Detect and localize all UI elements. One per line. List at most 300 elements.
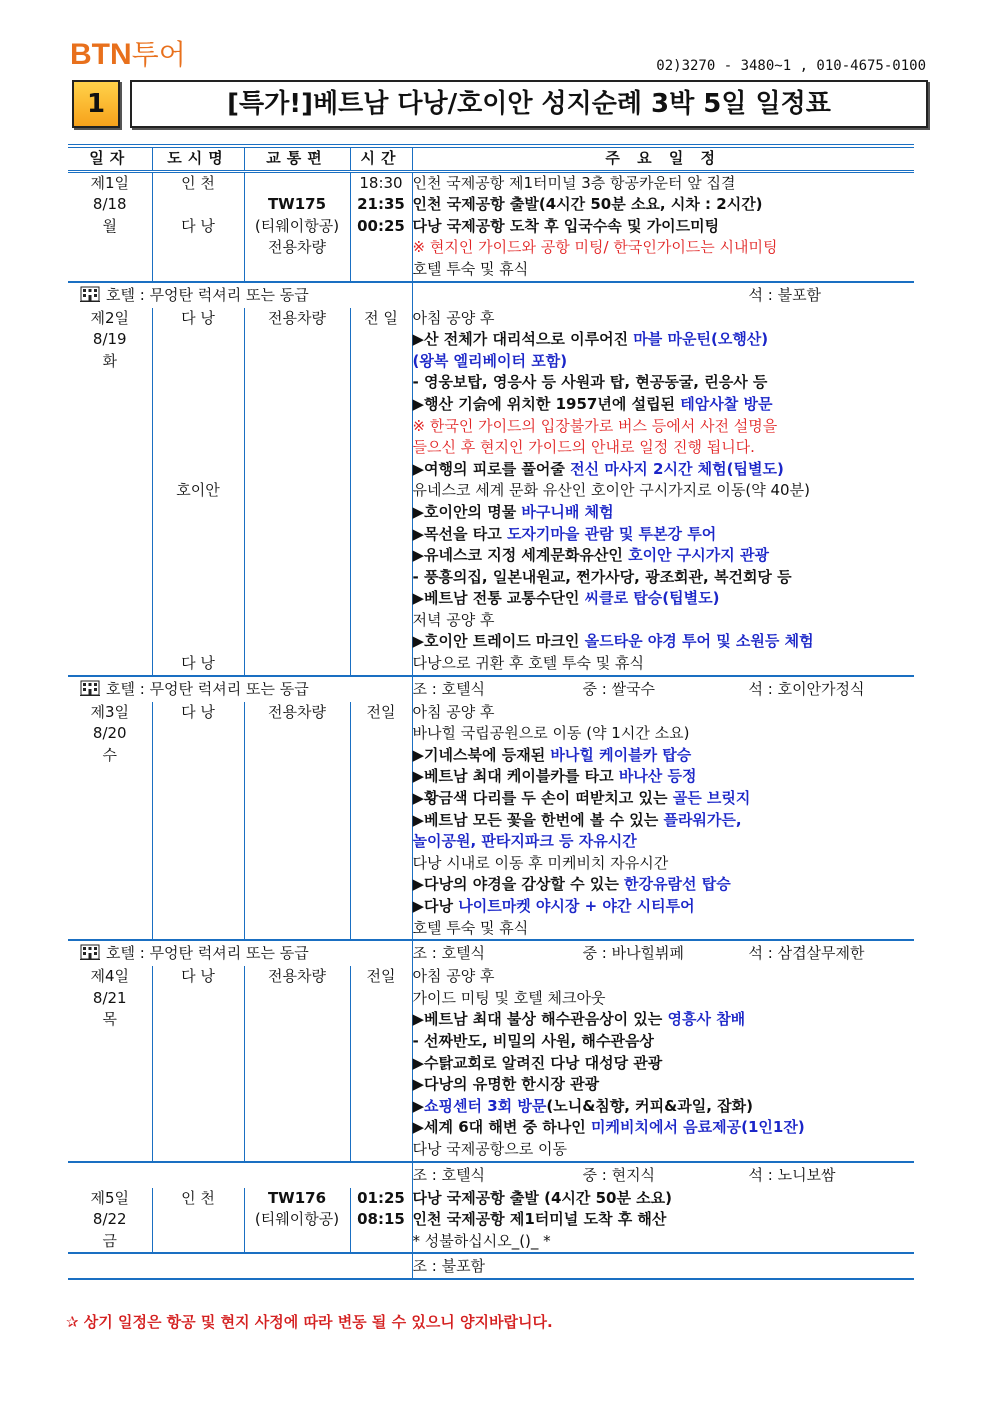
transport-cell [244,1074,350,1096]
time-cell [350,588,412,610]
city-cell: 호이안 [152,480,244,502]
time-cell [350,502,412,524]
hotel-meal-row [68,282,914,308]
day-cell [68,918,152,941]
itinerary-text: 다낭으로 귀환 후 호텔 투숙 및 휴식 [412,654,644,673]
itinerary-text: - 풍흥의집, 일본내원교, 쩐가사당, 광조회관, 복건회당 등 [412,567,792,586]
meals-cell [412,676,914,702]
itinerary-cell [412,329,914,351]
day-cell [68,1074,152,1096]
transport-cell [244,416,350,438]
itinerary-cell [412,545,914,567]
schedule-row [68,394,914,416]
itinerary-text: - 선짜반도, 비밀의 사원, 해수관음상 [412,1031,654,1050]
transport-cell [244,874,350,896]
itinerary-cell [412,810,914,832]
transport-cell [244,1117,350,1139]
hotel-building-icon [80,679,100,695]
meals-cell [412,940,914,966]
day-cell [68,567,152,589]
schedule-row [68,502,914,524]
time-cell [350,1139,412,1162]
meal-dinner: 석 : 호이안가정식 [748,679,865,698]
itinerary-cell [412,988,914,1010]
itinerary-text: ▶목선을 타고 [412,524,507,543]
hotel-meal-row [68,1162,914,1188]
itinerary-text: 들으신 후 현지인 가이드의 안내로 일정 진행 됩니다. [412,438,755,457]
itinerary-cell [412,372,914,394]
day-cell: 제3일 [90,702,130,721]
time-cell: 00:25 [350,216,412,238]
itinerary-cell [412,745,914,767]
itinerary-text: ▶베트남 최대 케이블카를 타고 [412,767,619,786]
schedule-row [68,896,914,918]
itinerary-cell [412,610,914,632]
transport-cell [244,545,350,567]
transport-cell: 전용차량 [244,308,350,330]
schedule-row [68,459,914,481]
city-cell [152,874,244,896]
itinerary-cell [412,1096,914,1118]
transport-cell [244,853,350,875]
itinerary-text: ▶베트남 최대 불상 해수관음상이 있는 [412,1010,668,1029]
itinerary-text: 올드타운 야경 투어 및 소원등 체험 [584,632,814,651]
city-cell [152,1117,244,1139]
itinerary-text: 호텔 투숙 및 휴식 [412,918,529,937]
schedule-row [68,1117,914,1139]
city-cell [152,588,244,610]
city-cell [152,988,244,1010]
itinerary-text: 놀이공원, 판타지파크 등 자유시간 [412,832,637,851]
city-cell [152,372,244,394]
schedule-row [68,853,914,875]
city-cell [152,810,244,832]
day-cell [68,1139,152,1162]
itinerary-cell [412,788,914,810]
itinerary-cell [412,631,914,653]
itinerary-cell [412,171,914,194]
city-cell [152,259,244,282]
day-cell [68,545,152,567]
itinerary-cell [412,416,914,438]
meals-cell [412,282,914,308]
itinerary-text: 쇼핑센터 3회 방문 [424,1096,547,1115]
transport-cell [244,1009,350,1031]
city-cell [152,416,244,438]
time-cell [350,766,412,788]
city-cell: 다 낭 [152,308,244,330]
schedule-row [68,437,914,459]
time-cell [350,631,412,653]
city-cell [152,788,244,810]
meals-cell [412,1253,914,1279]
day-cell: 제2일 [90,308,130,327]
itinerary-text: - 영웅보탑, 영응사 등 사원과 탑, 현공동굴, 린응사 등 [412,373,768,392]
meal-lunch: 중 : 쌀국수 [582,679,656,698]
itinerary-text: 한강유람선 탑승 [624,875,731,894]
schedule-row [68,1053,914,1075]
city-cell [152,351,244,373]
day-cell: 제1일 [90,173,130,192]
itinerary-text: 바나힐 국립공원으로 이동 (약 1시간 소요) [412,724,690,743]
transport-cell [244,567,350,589]
transport-cell [244,653,350,676]
day-cell [68,437,152,459]
schedule-row [68,259,914,282]
meal-breakfast: 조 : 호텔식 [412,944,486,963]
schedule-row [68,1231,914,1254]
itinerary-text: ▶기네스북에 등재된 [412,745,551,764]
city-cell [152,502,244,524]
itinerary-text: 전신 마사지 2시간 체험(팁별도) [570,459,784,478]
itinerary-cell [412,831,914,853]
meal-lunch: 중 : 현지식 [582,1165,656,1184]
day-cell [68,588,152,610]
time-cell [350,1096,412,1118]
itinerary-text: 테암사찰 방문 [680,394,773,413]
transport-cell [244,1139,350,1162]
schedule-row [68,918,914,941]
schedule-row [68,874,914,896]
meal-dinner: 석 : 노니보쌈 [748,1165,836,1184]
city-cell [152,437,244,459]
hotel-building-icon [80,285,100,301]
itinerary-text: 호이안 구시가지 관광 [628,546,769,565]
transport-cell [244,259,350,282]
city-cell [152,831,244,853]
itinerary-text: 인천 국제공항 제1터미널 3층 항공카운터 앞 집결 [412,173,736,192]
time-cell [350,788,412,810]
city-cell [152,459,244,481]
schedule-row [68,610,914,632]
time-cell [350,416,412,438]
transport-cell [244,988,350,1010]
transport-cell [244,631,350,653]
itinerary-text: 바나힐 케이블카 탑승 [550,745,692,764]
itinerary-cell [412,702,914,724]
itinerary-cell [412,194,914,216]
itinerary-cell [412,259,914,282]
city-cell [152,631,244,653]
time-cell: 전일 [350,702,412,724]
time-cell [350,1074,412,1096]
itinerary-text: ▶ [412,1096,425,1115]
itinerary-cell [412,308,914,330]
time-cell [350,524,412,546]
schedule-row [68,329,914,351]
transport-cell [244,831,350,853]
itinerary-cell [412,1053,914,1075]
schedule-table [68,144,914,1280]
time-cell [350,1231,412,1254]
day-cell [68,610,152,632]
schedule-row [68,1188,914,1210]
itinerary-cell [412,1031,914,1053]
transport-cell [244,588,350,610]
itinerary-cell [412,653,914,676]
col-header-transport: 교통편 [244,146,350,171]
schedule-row [68,1031,914,1053]
time-cell [350,351,412,373]
schedule-row [68,351,914,373]
itinerary-cell [412,1188,914,1210]
time-cell [350,329,412,351]
hotel-text: 호텔 : 무엉탄 럭셔리 또는 동급 [106,285,309,304]
itinerary-cell [412,766,914,788]
transport-cell: 전용차량 [244,237,350,259]
city-cell [152,1031,244,1053]
city-cell [152,853,244,875]
day-cell: 제4일 [90,967,130,986]
day-cell [68,372,152,394]
city-cell [152,1096,244,1118]
schedule-row [68,766,914,788]
time-cell [350,1053,412,1075]
itinerary-cell [412,588,914,610]
schedule-body [68,171,914,1279]
time-cell [350,853,412,875]
schedule-row [68,308,914,330]
itinerary-text: ▶베트남 모든 꽃을 한번에 볼 수 있는 [412,810,664,829]
meals-cell [412,1162,914,1188]
col-header-time: 시간 [350,146,412,171]
transport-cell [244,1096,350,1118]
itinerary-text: 마블 마운틴(오행산) [633,330,769,349]
itinerary-text: 인천 국제공항 출발(4시간 50분 소요, 시차 : 2시간) [412,195,763,214]
itinerary-cell [412,237,914,259]
city-cell [152,896,244,918]
day-cell: 8/22 [92,1210,127,1229]
time-cell [350,480,412,502]
schedule-row [68,723,914,745]
hotel-cell [68,940,412,966]
transport-cell: TW175 [244,194,350,216]
time-cell [350,810,412,832]
day-cell: 목 [102,1010,117,1029]
transport-cell: (티웨이항공) [244,1209,350,1231]
meal-breakfast: 조 : 불포함 [412,1257,486,1276]
itinerary-cell [412,394,914,416]
time-cell [350,394,412,416]
hotel-text: 호텔 : 무엉탄 럭셔리 또는 동급 [106,679,309,698]
time-cell [350,745,412,767]
meal-dinner: 석 : 불포함 [748,285,822,304]
itinerary-text: 아침 공양 후 [412,308,495,327]
city-cell [152,1231,244,1254]
itinerary-text: ▶베트남 전통 교통수단인 [412,589,585,608]
time-cell: 08:15 [350,1209,412,1231]
itinerary-text: 골든 브릿지 [672,789,751,808]
schedule-row [68,831,914,853]
itinerary-cell [412,480,914,502]
schedule-row [68,524,914,546]
itinerary-text: 플라워가든, [663,810,742,829]
schedule-row [68,745,914,767]
day-cell [68,394,152,416]
day-cell [68,653,152,676]
day-cell [68,631,152,653]
time-cell: 전 일 [350,308,412,330]
itinerary-cell [412,874,914,896]
schedule-row [68,171,914,194]
meal-lunch: 중 : 바나힐뷔페 [582,944,685,963]
itinerary-cell [412,966,914,988]
transport-cell [244,502,350,524]
itinerary-text: 아침 공양 후 [412,702,495,721]
schedule-row [68,545,914,567]
city-cell [152,1139,244,1162]
hotel-building-icon [80,943,100,959]
time-cell [350,567,412,589]
itinerary-cell [412,1139,914,1162]
time-cell [350,874,412,896]
hotel-cell [68,1253,412,1279]
hotel-cell [68,676,412,702]
itinerary-text: 가이드 미팅 및 호텔 체크아웃 [412,988,606,1007]
day-cell [68,896,152,918]
day-cell [68,788,152,810]
itinerary-cell [412,351,914,373]
time-cell: 21:35 [350,194,412,216]
footer-note: ✰ 상기 일정은 항공 및 현지 사정에 따라 변동 될 수 있으니 양지바랍니다. [66,1313,553,1331]
itinerary-text: 도자기마을 관람 및 투본강 투어 [506,524,717,543]
day-cell: 화 [102,351,117,370]
itinerary-text: ▶유네스코 지정 세계문화유산인 [412,546,629,565]
itinerary-cell [412,1231,914,1254]
city-cell: 다 낭 [152,966,244,988]
city-cell [152,1209,244,1231]
transport-cell [244,394,350,416]
time-cell [350,831,412,853]
col-header-itinerary: 주 요 일 정 [412,146,914,171]
city-cell [152,610,244,632]
transport-cell: (티웨이항공) [244,216,350,238]
schedule-row [68,788,914,810]
day-cell [68,1096,152,1118]
city-cell [152,1053,244,1075]
itinerary-text: 인천 국제공항 제1터미널 도착 후 해산 [412,1210,667,1229]
itinerary-cell [412,723,914,745]
time-cell [350,896,412,918]
schedule-row [68,653,914,676]
transport-cell [244,459,350,481]
time-cell [350,437,412,459]
itinerary-cell [412,567,914,589]
hotel-meal-row [68,940,914,966]
day-cell: 8/21 [92,988,127,1007]
meal-breakfast: 조 : 호텔식 [412,1165,486,1184]
city-cell [152,1009,244,1031]
time-cell [350,723,412,745]
schedule-row [68,372,914,394]
itinerary-cell [412,1209,914,1231]
time-cell: 18:30 [350,171,412,194]
time-cell: 01:25 [350,1188,412,1210]
time-cell [350,918,412,941]
schedule-row [68,194,914,216]
itinerary-text: 바나산 등정 [618,767,697,786]
hotel-cell [68,1162,412,1188]
day-cell: 월 [102,216,117,235]
day-cell [68,502,152,524]
hotel-meal-row [68,676,914,702]
transport-cell [244,1053,350,1075]
page-title: [특가!]베트남 다낭/호이안 성지순례 3박 5일 일정표 [130,80,928,128]
itinerary-cell [412,524,914,546]
itinerary-text: ▶다낭의 야경을 감상할 수 있는 [412,875,625,894]
logo-btn: BTN [70,38,132,71]
itinerary-text: ※ 현지인 가이드와 공항 미팅/ 한국인가이드는 시내미팅 [412,238,778,257]
time-cell [350,1009,412,1031]
time-cell [350,1117,412,1139]
city-cell [152,329,244,351]
schedule-row [68,1074,914,1096]
time-cell [350,610,412,632]
city-cell [152,567,244,589]
time-cell [350,459,412,481]
day-cell [68,480,152,502]
itinerary-cell [412,1074,914,1096]
day-cell [68,810,152,832]
logo-tour: 투어 [131,38,186,71]
transport-cell [244,524,350,546]
itinerary-text: ▶여행의 피로를 풀어줄 [412,459,571,478]
itinerary-text: 다낭 국제공항 출발 (4시간 50분 소요) [412,1188,673,1207]
itinerary-text: ※ 한국인 가이드의 입장불가로 버스 등에서 사전 설명을 [412,416,778,435]
col-header-date: 일자 [68,146,152,171]
day-cell [68,416,152,438]
meal-breakfast: 조 : 호텔식 [412,679,486,698]
transport-cell [244,788,350,810]
transport-cell [244,171,350,194]
itinerary-text: 영흥사 참배 [667,1010,746,1029]
day-cell [68,237,152,259]
itinerary-cell [412,502,914,524]
transport-cell [244,723,350,745]
hotel-meal-row [68,1253,914,1279]
transport-cell [244,372,350,394]
transport-cell: 전용차량 [244,966,350,988]
hotel-cell [68,282,412,308]
schedule-row [68,237,914,259]
itinerary-cell [412,1117,914,1139]
itinerary-cell [412,853,914,875]
day-cell: 수 [102,745,117,764]
time-cell [350,1031,412,1053]
time-cell [350,988,412,1010]
schedule-row [68,966,914,988]
city-cell [152,745,244,767]
day-cell [68,831,152,853]
day-cell [68,1031,152,1053]
itinerary-text: (노니&침향, 커피&과일, 잡화) [546,1096,753,1115]
schedule-row [68,1139,914,1162]
transport-cell [244,1231,350,1254]
itinerary-text: * 성불하십시오_()_ * [412,1231,551,1250]
itinerary-text: 바구니배 체험 [521,502,614,521]
day-cell: 8/20 [92,724,127,743]
city-cell [152,237,244,259]
schedule-row [68,1096,914,1118]
itinerary-text: 유네스코 세계 문화 유산인 호이안 구시가지로 이동(약 40분) [412,481,810,500]
itinerary-cell [412,459,914,481]
page-number-badge: 1 [72,80,120,128]
itinerary-text: ▶수탉교회로 알려진 다낭 대성당 관광 [412,1053,663,1072]
itinerary-text: (왕복 엘리베이터 포함) [412,351,568,370]
day-cell [68,766,152,788]
itinerary-text: ▶행산 기슭에 위치한 1957년에 설립된 [412,394,681,413]
day-cell: 8/19 [92,330,127,349]
